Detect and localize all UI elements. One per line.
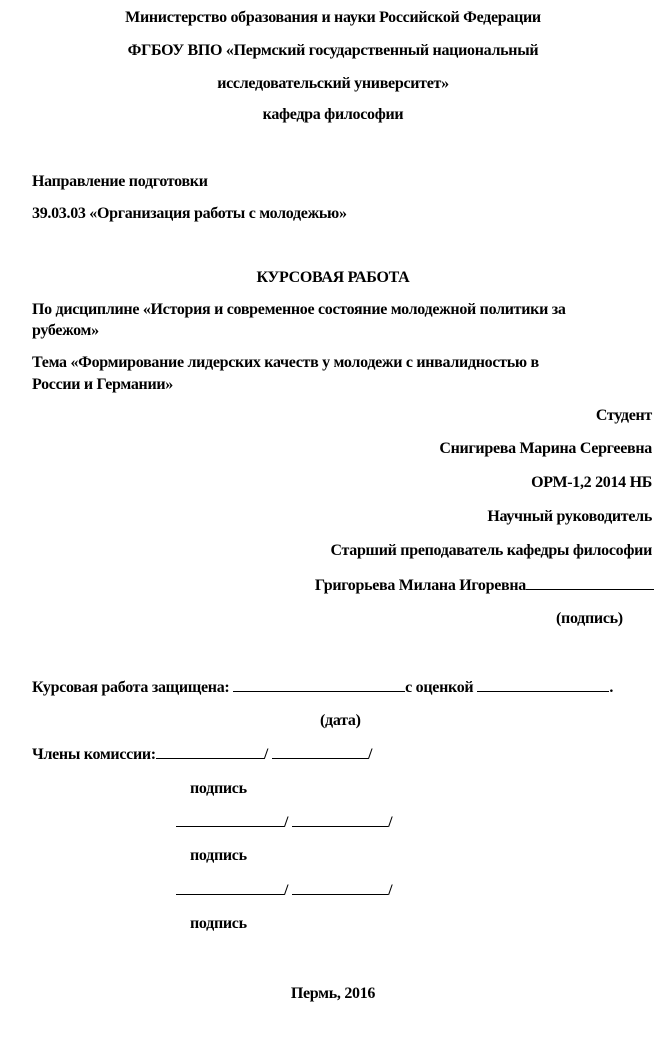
- commission-separator: /: [284, 882, 289, 899]
- city-year: Пермь, 2016: [290, 985, 376, 1002]
- commission-name-line: [272, 744, 368, 759]
- grade-line: [477, 677, 609, 692]
- student-name: Снигирева Марина Сергеевна: [439, 440, 652, 457]
- defense-label: Курсовая работа защищена:: [32, 679, 230, 696]
- commission-row-3: [176, 880, 392, 901]
- commission-label: Члены комиссии:: [32, 746, 156, 763]
- direction-value: 39.03.03 «Организация работы с молодежью»: [32, 205, 347, 222]
- defense-row: [32, 677, 613, 698]
- grade-label: с оценкой: [405, 679, 474, 696]
- commission-signature-line: [176, 880, 284, 895]
- commission-row-2: [176, 812, 392, 833]
- department-name: кафедра философии: [262, 106, 404, 123]
- supervisor-label: Научный руководитель: [487, 508, 652, 525]
- commission-row-1: [32, 744, 372, 765]
- discipline-line-1: По дисциплине «История и современное состояние молодежной политики за: [32, 301, 566, 318]
- work-type-title: КУРСОВАЯ РАБОТА: [256, 269, 410, 286]
- commission-signature-line: [176, 812, 284, 827]
- supervisor-signature-caption: (подпись): [556, 610, 623, 627]
- supervisor-signature-row: [315, 575, 654, 596]
- supervisor-name: Григорьева Милана Игоревна: [314, 577, 526, 594]
- topic-line-1: Тема «Формирование лидерских качеств у молодежи с инвалидностью в: [32, 354, 539, 371]
- student-group: ОРМ-1,2 2014 НБ: [531, 474, 652, 491]
- defense-end-mark: .: [609, 679, 614, 696]
- defense-date-line: [233, 677, 405, 692]
- commission-name-line: [292, 880, 388, 895]
- commission-separator: /: [388, 882, 393, 899]
- university-line-2: исследовательский университет»: [217, 75, 449, 92]
- commission-signature-caption: подпись: [190, 780, 247, 797]
- commission-signature-caption: подпись: [190, 847, 247, 864]
- commission-separator: /: [263, 746, 268, 763]
- student-label: Студент: [595, 407, 652, 424]
- supervisor-position: Старший преподаватель кафедры философии: [330, 542, 652, 559]
- ministry-heading: Министерство образования и науки Российской Федерации: [125, 9, 541, 26]
- supervisor-signature-line: [526, 575, 654, 590]
- topic-line-2: России и Германии»: [32, 376, 173, 393]
- commission-separator: /: [284, 814, 289, 831]
- defense-date-caption: (дата): [320, 712, 361, 729]
- commission-separator: /: [367, 746, 373, 763]
- university-line-1: ФГБОУ ВПО «Пермский государственный национальный: [127, 42, 539, 59]
- discipline-line-2: рубежом»: [32, 322, 99, 339]
- direction-label: Направление подготовки: [32, 173, 208, 190]
- commission-signature-caption: подпись: [190, 915, 247, 932]
- commission-separator: /: [388, 814, 393, 831]
- commission-name-line: [292, 812, 388, 827]
- commission-signature-line: [156, 744, 264, 759]
